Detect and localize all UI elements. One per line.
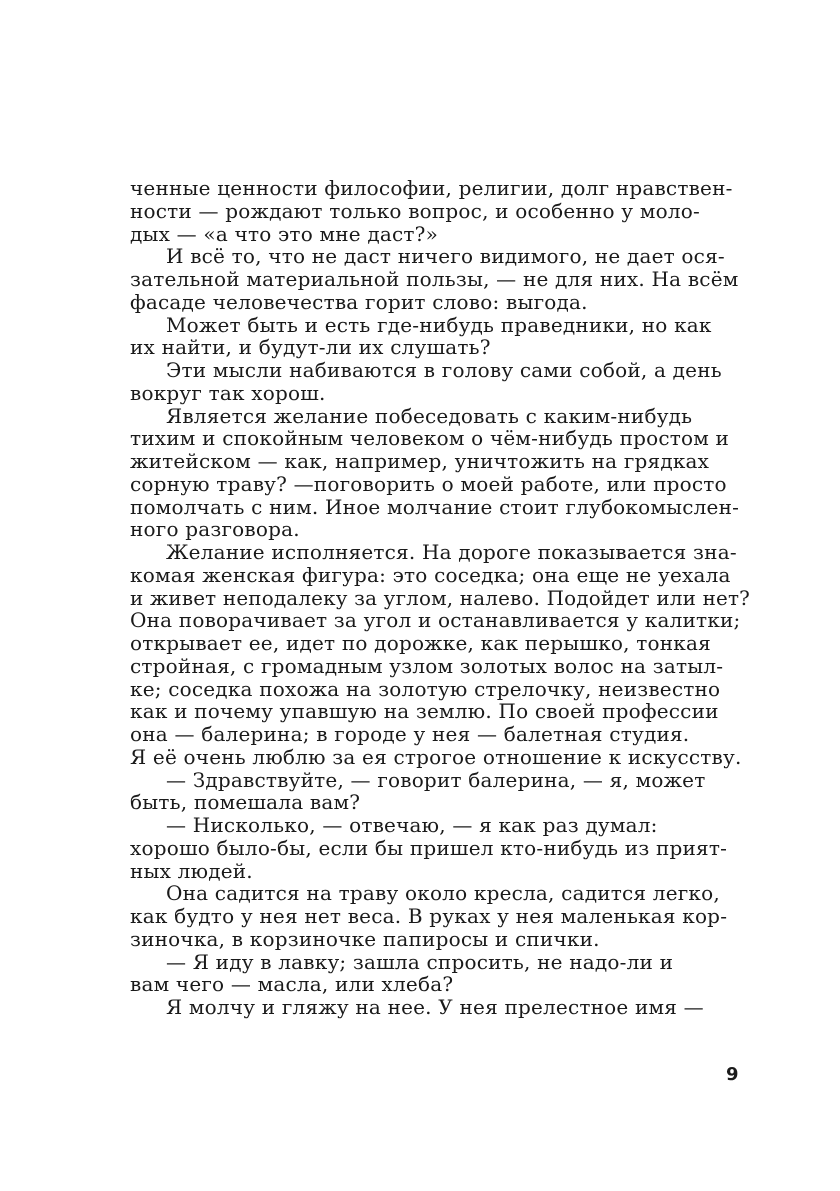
text-line: ченные ценности философии, религии, долг нравствен- [130,176,733,200]
body-text [130,177,750,1019]
text-line: фасаде человечества горит слово: выгода. [130,289,588,314]
text-line: открывает ее, идет по дорожке, как перышко, тонкая [130,631,711,655]
text-line: стройная, с громадным узлом золотых волос на затыл- [130,653,724,678]
text-line: Может быть и есть где-нибудь праведники, но как [166,312,712,337]
text-line: ности — рождают только вопрос, и особенно у моло- [130,198,700,223]
text-line: — Я иду в лавку; зашла спросить, не надо-ли и [166,949,674,974]
text-line: Является желание побеседовать с каким-нибудь [166,403,693,428]
text-line: ного разговора. [130,517,300,542]
text-line: Она садится на траву около кресла, садится легко, [166,881,720,906]
text-line: их найти, и будут-ли их слушать? [130,335,491,360]
text-line: вам чего — масла, или хлеба? [130,972,454,997]
text-line: Я молчу и гляжу на нее. У нея прелестное имя — [166,995,704,1019]
text-line: Я её очень люблю за ея строгое отношение к искусству. [130,744,742,769]
text-line: вокруг так хорош. [130,380,326,405]
text-line: ных людей. [130,858,253,883]
text-line: зиночка, в корзиночке папиросы и спички. [130,926,600,951]
text-line: Желание исполняется. На дороге показывается зна- [166,540,737,564]
text-line: зательной материальной пользы, — не для них. На всём [130,267,739,291]
text-line: — Здравствуйте, — говорит балерина, — я, может [166,767,706,792]
text-line: житейском — как, например, уничтожить на грядках [130,449,710,473]
text-line: — Нисколько, — отвечаю, — я как раз думал: [166,813,658,837]
text-line: Она поворачивает за угол и останавливается у калитки; [130,608,741,633]
page-number: 9 [726,1064,739,1085]
text-line: И всё то, что не даст ничего видимого, не дает ося- [166,244,725,269]
text-line: сорную траву? —поговорить о моей работе, или просто [130,471,727,496]
text-line: как и почему упавшую на землю. По своей профессии [130,699,719,724]
text-line: комая женская фигура: это соседка; она еще не уехала [130,562,731,587]
text-line: быть, помешала вам? [130,790,361,815]
text-line: Эти мысли набиваются в голову сами собой, а день [166,358,722,382]
text-line: и живет неподалеку за углом, налево. Подойдет или нет? [130,585,750,610]
text-line: тихим и спокойным человеком о чём-нибудь простом и [130,426,730,451]
text-line: хорошо было-бы, если бы пришел кто-нибудь из прият- [130,835,728,860]
text-line: дых — «а что это мне даст?» [130,221,439,246]
text-line: ке; соседка похожа на золотую стрелочку, неизвестно [130,676,721,701]
text-line: помолчать с ним. Иное молчание стоит глубокомыслен- [130,494,740,519]
text-line: она — балерина; в городе у нея — балетная студия. [130,722,690,746]
text-line: как будто у нея нет веса. В руках у нея маленькая кор- [130,904,728,928]
